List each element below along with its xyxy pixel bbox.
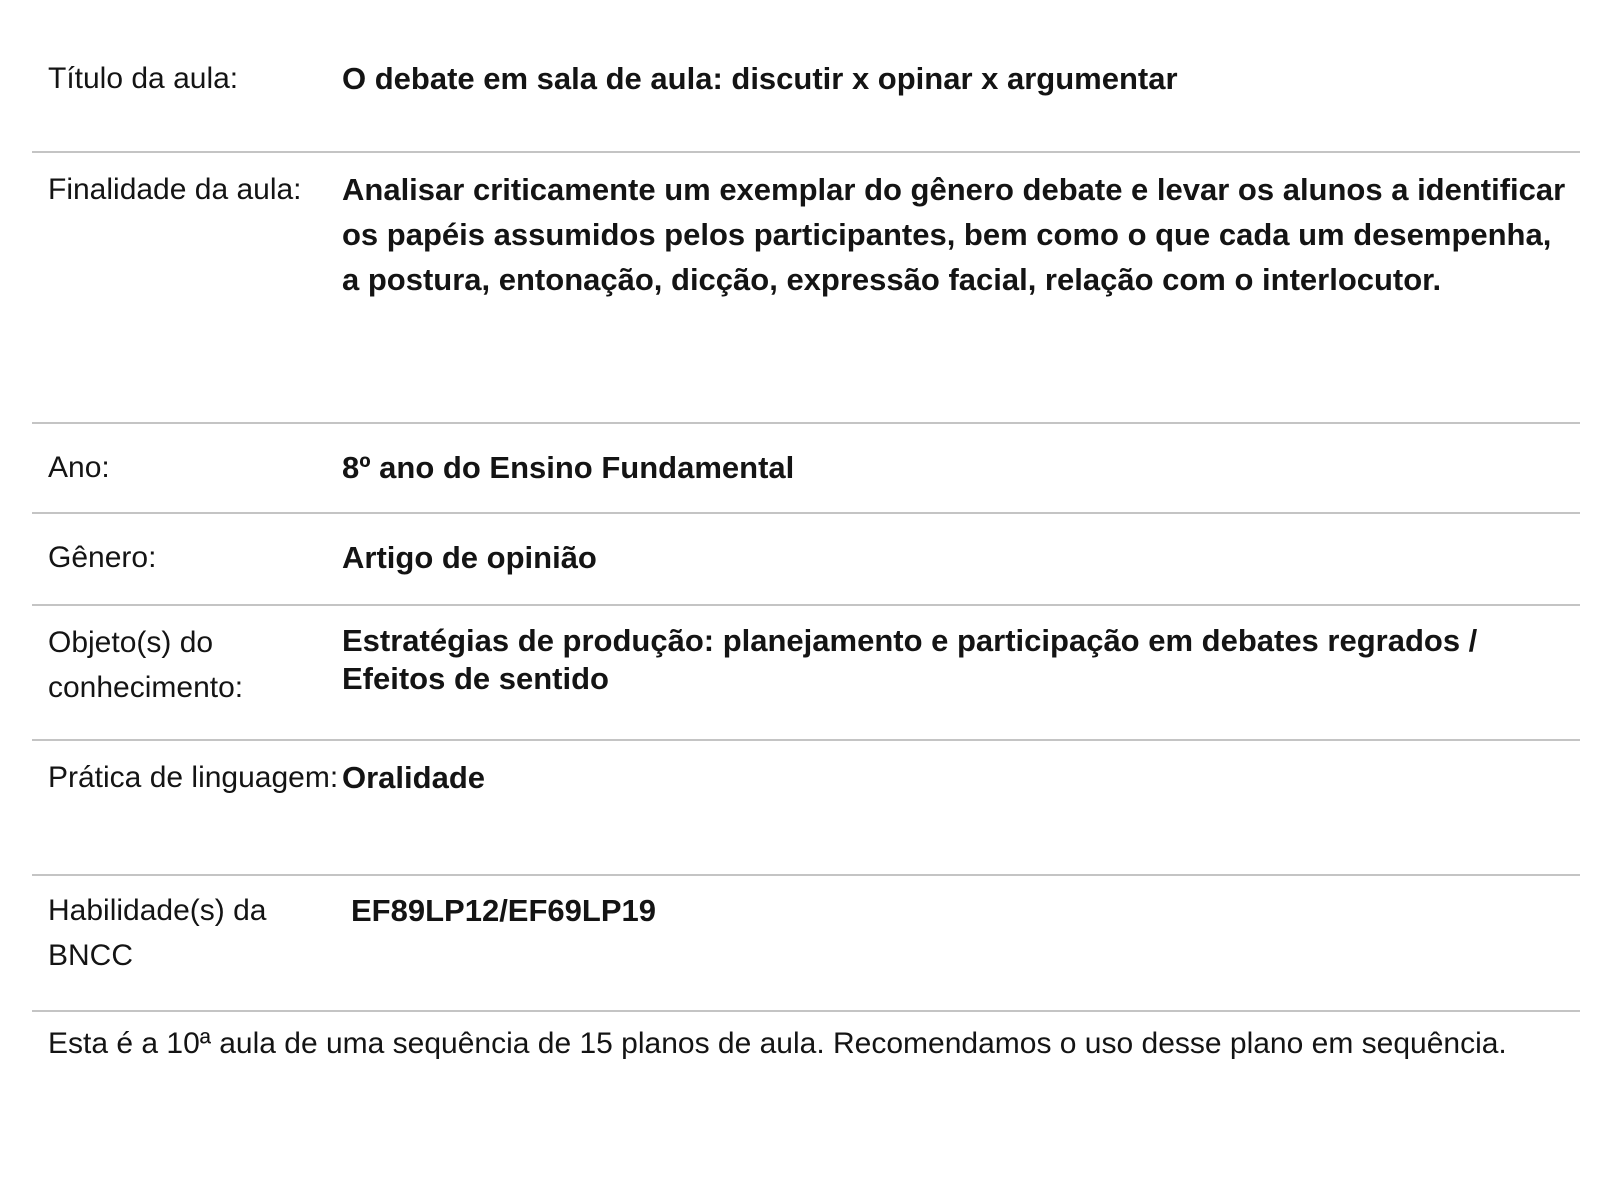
lesson-purpose-label: Finalidade da aula: <box>48 173 302 206</box>
row-knowledge-objects <box>32 606 1580 741</box>
lesson-plan-table <box>32 0 1580 1012</box>
row-language-practice <box>32 741 1580 876</box>
knowledge-objects-label: Objeto(s) do conhecimento: <box>48 626 244 704</box>
knowledge-objects-value: Estratégias de produção: planejamento e participação em debates regrados / Efeitos de sentido <box>342 623 1478 696</box>
language-practice-value: Oralidade <box>342 760 485 795</box>
lesson-title-label: Título da aula: <box>48 62 239 95</box>
row-bncc-skills <box>32 876 1580 1012</box>
bncc-skills-value: EF89LP12/EF69LP19 <box>351 893 656 928</box>
row-lesson-purpose <box>32 153 1580 424</box>
row-lesson-title <box>32 0 1580 153</box>
genre-label: Gênero: <box>48 541 157 574</box>
school-year-label: Ano: <box>48 451 110 484</box>
school-year-value: 8º ano do Ensino Fundamental <box>342 450 795 485</box>
row-school-year <box>32 424 1580 514</box>
bncc-skills-label: Habilidade(s) da BNCC <box>48 894 267 972</box>
row-genre <box>32 514 1580 606</box>
genre-value: Artigo de opinião <box>342 540 597 575</box>
lesson-purpose-value: Analisar criticamente um exemplar do gênero debate e levar os alunos a identificar os papéis assumidos pelos participantes, bem como o que cada um desempenha, a postura, entonação, dicção, expressão facial, relação com o interlocutor. <box>342 172 1566 297</box>
lesson-title-value: O debate em sala de aula: discutir x opinar x argumentar <box>342 61 1178 96</box>
sequence-note: Esta é a 10ª aula de uma sequência de 15 planos de aula. Recomendamos o uso desse plano em sequência. <box>48 1027 1507 1060</box>
language-practice-label: Prática de linguagem: <box>48 761 339 794</box>
